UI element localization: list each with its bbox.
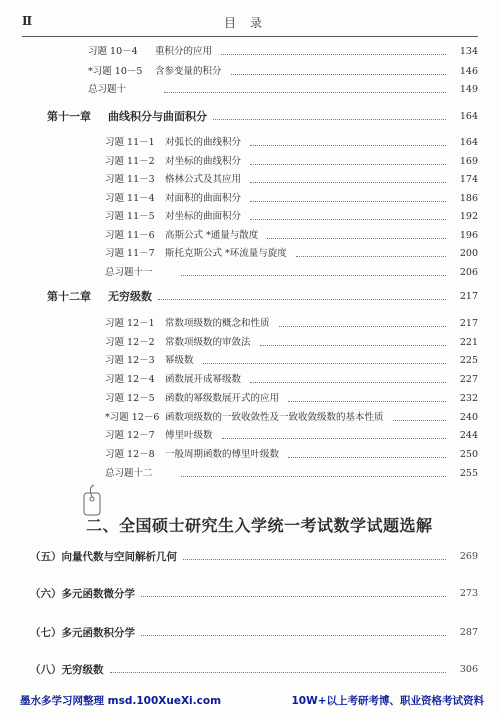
entry-page: 146 [459,66,478,77]
dot-leader [181,466,446,477]
entry-page: 227 [459,374,478,386]
entry-title: 对面积的曲面积分 [165,191,244,207]
dot-leader [250,372,446,383]
dot-leader [288,447,446,458]
entry-title: 常数项级数的审敛法 [165,335,254,351]
entry-page: 232 [459,392,478,404]
entry-number: *习题 10－5 [88,66,143,77]
dot-leader [222,428,446,439]
toc-entry[interactable] [0,391,500,407]
dot-leader [250,191,446,202]
entry-title: 函数项级数的一致收敛性及一致收敛级数的基本性质 [165,410,387,426]
dot-leader [181,265,446,276]
entry-number: 习题 12－2 [105,336,155,348]
exam-section-entry[interactable] [0,548,500,566]
entry-page: 169 [459,155,478,167]
dot-leader [183,548,446,560]
section-title: （五）向量代数与空间解析几何 [30,551,177,563]
chapter-title: 曲线积分与曲面积分 [108,110,207,123]
toc-entry[interactable] [0,209,500,225]
header-title: 目录 [223,16,276,30]
dot-leader [279,316,446,327]
toc-entry[interactable] [0,191,500,207]
entry-page: 164 [459,137,478,148]
toc-entry[interactable] [0,410,500,426]
header-rule [22,36,478,37]
dot-leader [296,246,446,257]
section-title: （八）无穷级数 [30,664,104,676]
chapter-title: 无穷级数 [108,290,152,303]
entry-title: 幂级数 [165,353,197,369]
toc-entry[interactable] [0,353,500,369]
entry-number: 习题 12－4 [105,374,155,386]
section-page: 287 [459,627,478,638]
exam-section-entry[interactable] [0,585,500,603]
entry-page: 134 [459,46,478,57]
exam-section-entry[interactable] [0,624,500,642]
entry-number: 习题 12－5 [105,392,155,404]
footer-right: 10W+以上考研考博、职业资格考试资料 [291,695,484,707]
dot-leader [393,410,446,421]
part-title: 二、全国硕士研究生入学统一考试数学试题选解 [86,516,433,535]
entry-number: 习题 11－2 [105,155,155,167]
toc-entry[interactable] [0,447,500,463]
toc-entry[interactable] [0,135,500,151]
entry-number: 习题 11－7 [105,248,155,259]
entry-number: 习题 11－5 [105,211,155,222]
chapter-label: 第十二章 [47,290,91,303]
dot-leader [158,288,446,300]
dot-leader [141,624,446,636]
entry-title: 对弧长的曲线积分 [165,135,244,151]
entry-number: 总习题十二 [105,467,153,479]
entry-page: 192 [459,211,478,222]
section-page: 306 [459,664,478,675]
chapter-heading[interactable] [0,108,500,126]
entry-number: 总习题十 [88,84,127,95]
toc-entry[interactable] [0,172,500,188]
entry-page: 225 [459,355,478,367]
toc-entry[interactable] [0,82,500,98]
entry-page: 217 [459,318,478,329]
entry-number: 习题 12－3 [105,355,155,367]
entry-page: 240 [459,411,478,423]
page-header [22,10,478,34]
dot-leader [250,135,446,146]
dot-leader [141,585,446,597]
entry-number: 习题 11－6 [105,229,155,241]
chapter-page: 164 [459,111,478,122]
entry-title: 常数项级数的概念和性质 [165,316,273,332]
entry-page: 244 [459,430,478,442]
entry-title: 格林公式及其应用 [165,172,244,188]
footer [0,690,500,710]
entry-title: 斯托克斯公式 *环流量与旋度 [165,246,290,262]
entry-page: 206 [459,266,478,278]
entry-number: 习题 12－1 [105,318,155,329]
dot-leader [250,209,446,220]
entry-title: 对坐标的曲面积分 [165,209,244,225]
toc-entry[interactable] [0,335,500,351]
entry-number: 习题 12－8 [105,448,155,460]
entry-title: 重积分的应用 [155,44,215,60]
dot-leader [110,661,447,673]
entry-title: 函数展开成幂级数 [165,372,244,388]
entry-number: 习题 10－4 [88,46,138,57]
entry-page: 186 [459,192,478,204]
toc-entry[interactable] [0,154,500,170]
toc-entry[interactable] [0,228,500,244]
entry-page: 149 [459,84,478,95]
chapter-heading[interactable] [0,288,500,306]
exam-section-entry[interactable] [0,661,500,679]
toc-entry[interactable] [0,428,500,444]
entry-title: 函数的幂级数展开式的应用 [165,391,282,407]
page-numeral: Ⅱ [22,14,33,28]
entry-title: 傅里叶级数 [165,428,216,444]
entry-title: 含参变量的积分 [155,64,225,80]
footer-left: 墨水多学习网整理 msd.100XueXi.com [20,695,222,707]
dot-leader [164,82,446,93]
toc-entry[interactable] [0,372,500,388]
dot-leader [231,64,446,75]
entry-page: 196 [459,229,478,241]
section-title: （七）多元函数积分学 [30,627,135,639]
entry-page: 250 [459,448,478,460]
entry-page: 200 [459,248,478,259]
section-page: 269 [459,551,478,562]
dot-leader [260,335,446,346]
toc-entry[interactable] [0,44,500,60]
section-page: 273 [459,588,478,599]
dot-leader [203,353,446,364]
entry-number: 习题 11－3 [105,174,155,185]
section-title: （六）多元函数微分学 [30,588,135,600]
toc-entry[interactable] [0,64,500,80]
entry-number: 总习题十一 [105,266,153,278]
entry-page: 174 [459,174,478,185]
dot-leader [221,44,446,55]
entry-page: 221 [459,336,478,348]
entry-number: *习题 12－6 [105,411,160,423]
toc-entry[interactable] [0,466,500,482]
dot-leader [213,108,446,120]
toc-entry[interactable] [0,246,500,262]
part-heading [78,505,478,541]
entry-number: 习题 11－1 [105,137,155,148]
entry-number: 习题 11－4 [105,192,155,204]
entry-title: 对坐标的曲线积分 [165,154,244,170]
chapter-page: 217 [459,291,478,302]
entry-page: 255 [459,467,478,479]
entry-title: 一般周期函数的傅里叶级数 [165,447,282,463]
toc-entry[interactable] [0,316,500,332]
chapter-label: 第十一章 [47,110,91,123]
toc-entry[interactable] [0,265,500,281]
dot-leader [250,172,446,183]
dot-leader [288,391,446,402]
entry-title: 高斯公式 *通量与散度 [165,228,261,244]
dot-leader [267,228,446,239]
entry-number: 习题 12－7 [105,430,155,442]
dot-leader [250,154,446,165]
